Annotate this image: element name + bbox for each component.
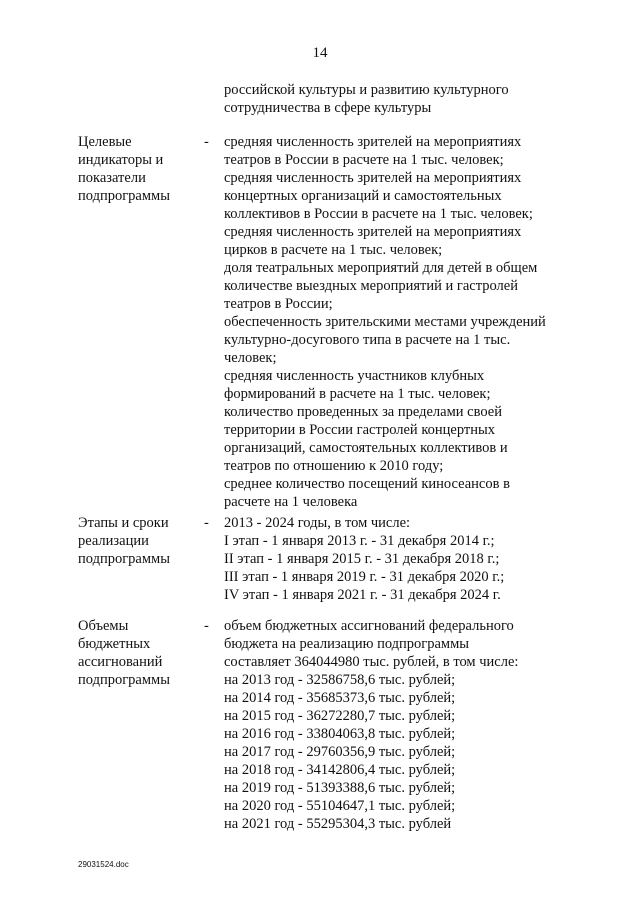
intro-continuation: [224, 81, 509, 117]
section-body: [224, 514, 504, 604]
footer-filename: 29031524.doc: [78, 860, 129, 869]
label-line: бюджетных: [78, 636, 151, 652]
body-line: доля театральных мероприятий для детей в общем: [224, 260, 538, 276]
body-line: на 2014 год - 35685373,6 тыс. рублей;: [224, 690, 456, 706]
body-line: средняя численность зрителей на мероприятиях: [224, 170, 522, 186]
label-line: подпрограммы: [78, 188, 170, 204]
section-body: [224, 133, 546, 511]
page-number: 14: [312, 45, 328, 61]
section-label: [78, 514, 170, 568]
body-line: бюджета на реализацию подпрограммы: [224, 636, 470, 652]
body-line: II этап - 1 января 2015 г. - 31 декабря 2018 г.;: [224, 551, 500, 567]
section-label: [78, 133, 170, 205]
section-body: [224, 617, 518, 833]
label-line: реализации: [78, 533, 149, 549]
body-line: IV этап - 1 января 2021 г. - 31 декабря 2024 г.: [224, 587, 501, 603]
body-line: на 2017 год - 29760356,9 тыс. рублей;: [224, 744, 456, 760]
body-line: театров в России;: [224, 296, 333, 312]
body-line: I этап - 1 января 2013 г. - 31 декабря 2014 г.;: [224, 533, 495, 549]
body-line: на 2020 год - 55104647,1 тыс. рублей;: [224, 798, 456, 814]
body-line: на 2013 год - 32586758,6 тыс. рублей;: [224, 672, 456, 688]
body-line: обеспеченность зрительскими местами учреждений: [224, 314, 546, 330]
body-line: на 2019 год - 51393388,6 тыс. рублей;: [224, 780, 456, 796]
section-label: [78, 617, 170, 689]
body-line: средняя численность зрителей на мероприятиях: [224, 134, 522, 150]
intro-line: российской культуры и развитию культурного: [224, 82, 509, 98]
body-line: на 2018 год - 34142806,4 тыс. рублей;: [224, 762, 456, 778]
body-line: концертных организаций и самостоятельных: [224, 188, 502, 204]
label-line: индикаторы и: [78, 152, 164, 168]
body-line: территории в России гастролей концертных: [224, 422, 495, 438]
body-line: театров в России в расчете на 1 тыс. человек;: [224, 152, 504, 168]
body-line: организаций, самостоятельных коллективов и: [224, 440, 508, 456]
body-line: среднее количество посещений киносеансов в: [224, 476, 510, 492]
body-line: 2013 - 2024 годы, в том числе:: [224, 515, 411, 531]
body-line: III этап - 1 января 2019 г. - 31 декабря 2020 г.;: [224, 569, 505, 585]
body-line: коллективов в России в расчете на 1 тыс. человек;: [224, 206, 533, 222]
body-line: на 2016 год - 33804063,8 тыс. рублей;: [224, 726, 456, 742]
body-line: цирков в расчете на 1 тыс. человек;: [224, 242, 443, 258]
label-line: Этапы и сроки: [78, 515, 169, 531]
section-dash: -: [204, 618, 209, 634]
body-line: средняя численность зрителей на мероприятиях: [224, 224, 522, 240]
body-line: культурно-досугового типа в расчете на 1 тыс.: [224, 332, 511, 348]
body-line: количестве выездных мероприятий и гастролей: [224, 278, 518, 294]
label-line: ассигнований: [78, 654, 163, 670]
body-line: формирований в расчете на 1 тыс. человек;: [224, 386, 491, 402]
body-line: количество проведенных за пределами своей: [224, 404, 502, 420]
body-line: человек;: [224, 350, 277, 366]
body-line: объем бюджетных ассигнований федерального: [224, 618, 514, 634]
body-line: на 2021 год - 55295304,3 тыс. рублей: [224, 816, 452, 832]
body-line: театров по отношению к 2010 году;: [224, 458, 444, 474]
section-dash: -: [204, 515, 209, 531]
body-line: средняя численность участников клубных: [224, 368, 485, 384]
label-line: подпрограммы: [78, 551, 170, 567]
label-line: Объемы: [78, 618, 129, 634]
body-line: составляет 364044980 тыс. рублей, в том числе:: [224, 654, 519, 670]
body-line: расчете на 1 человека: [224, 494, 358, 510]
label-line: Целевые: [78, 134, 132, 150]
label-line: подпрограммы: [78, 672, 170, 688]
label-line: показатели: [78, 170, 146, 186]
section-dash: -: [204, 134, 209, 150]
body-line: на 2015 год - 36272280,7 тыс. рублей;: [224, 708, 456, 724]
intro-line: сотрудничества в сфере культуры: [224, 100, 432, 116]
